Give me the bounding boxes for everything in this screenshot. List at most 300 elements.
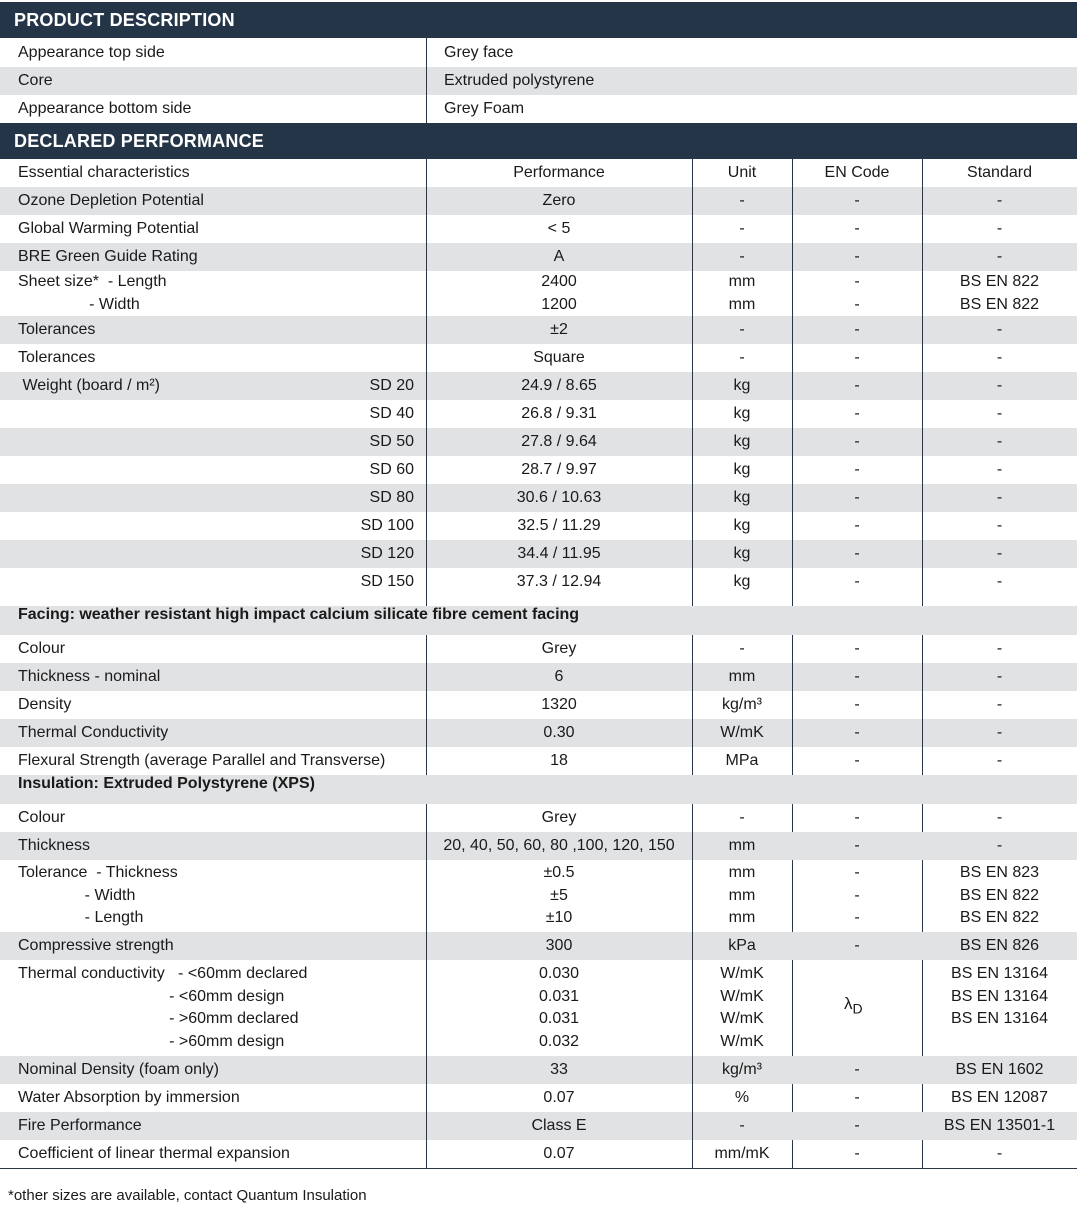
cell-value-line: Grey face: [444, 43, 514, 61]
cell-label: [0, 663, 426, 691]
cell-std: [922, 243, 1077, 271]
cell-unit-line: -: [739, 191, 745, 209]
cell-perf: [426, 400, 692, 428]
column-rule: [426, 635, 427, 775]
cell-perf-line: ±0.5: [543, 864, 575, 882]
cell-code-line: -: [854, 723, 860, 741]
cell-label: [0, 860, 426, 932]
section-title-facing: Facing: weather resistant high impact calcium silicate fibre cement facing: [18, 606, 580, 623]
cell-label-line: - >60mm declared: [18, 1010, 299, 1027]
section-header-product-description: PRODUCT DESCRIPTION: [0, 2, 1077, 38]
cell-std-line: BS EN 12087: [951, 1088, 1048, 1106]
performance-row: [0, 484, 1077, 512]
cell-perf: [426, 635, 692, 663]
cell-std-line: BS EN 13164: [951, 965, 1048, 982]
cell-label-line: - <60mm design: [18, 987, 285, 1005]
cell-unit-line: kPa: [728, 936, 756, 954]
cell-unit: [692, 1056, 792, 1084]
cell-perf: [426, 1056, 692, 1084]
cell-unit-line: Unit: [727, 164, 757, 182]
cell-label-line: Weight (board / m²): [18, 376, 160, 394]
cell-perf-line: Square: [533, 348, 585, 366]
cell-code-line: -: [854, 695, 860, 713]
cell-code-line: -: [854, 460, 860, 478]
insulation-row: [0, 960, 1077, 1056]
cell-perf-line: 300: [545, 936, 573, 954]
cell-perf: [426, 372, 692, 400]
cell-std: [922, 271, 1077, 316]
cell-code: [792, 860, 922, 932]
cell-std-line: BS EN 822: [959, 886, 1040, 904]
cell-value-line: Extruded polystyrene: [444, 71, 595, 89]
cell-perf: [426, 160, 692, 187]
cell-code-line: -: [854, 191, 860, 209]
weight-grade-label: SD 80: [369, 488, 414, 506]
cell-std-line: -: [996, 836, 1003, 854]
cell-code: [792, 243, 922, 271]
cell-unit-line: W/mK: [720, 723, 764, 741]
cell-code-line: -: [854, 667, 860, 685]
cell-unit: [692, 635, 792, 663]
cell-perf: [426, 960, 692, 1056]
cell-code-line: -: [854, 273, 860, 290]
cell-label-line: - >60mm design: [18, 1032, 285, 1050]
cell-std-line: -: [996, 460, 1003, 478]
cell-perf: [426, 456, 692, 484]
cell-std-line: BS EN 13164: [951, 1010, 1048, 1027]
performance-row: [0, 568, 1077, 596]
cell-perf: [426, 316, 692, 344]
cell-code: [792, 372, 922, 400]
cell-std: [922, 512, 1077, 540]
cell-label-line: Thickness - nominal: [18, 667, 161, 685]
cell-perf-line: 28.7 / 9.97: [521, 460, 597, 478]
cell-code: [792, 932, 922, 960]
cell-label-line: Colour: [18, 639, 66, 657]
cell-label-line: Tolerance - Thickness: [18, 864, 178, 882]
cell-perf-line: 0.07: [543, 1144, 575, 1162]
cell-perf: [426, 1140, 692, 1168]
cell-unit: [692, 187, 792, 215]
cell-code-line: -: [854, 247, 860, 265]
cell-perf-line: ±2: [550, 320, 568, 338]
cell-unit-line: mm: [728, 909, 756, 927]
column-rule: [426, 159, 427, 606]
cell-std: [922, 215, 1077, 243]
cell-unit: [692, 804, 792, 832]
cell-label-line: Thermal Conductivity: [18, 723, 169, 741]
cell-code: [792, 215, 922, 243]
cell-unit-line: mm: [728, 836, 756, 854]
performance-row: [0, 372, 1077, 400]
cell-code: [792, 316, 922, 344]
cell-std-line: -: [996, 808, 1003, 826]
cell-std-line: -: [996, 572, 1003, 590]
cell-label-line: Flexural Strength (average Parallel and Transverse): [18, 751, 386, 769]
weight-grade-label: SD 100: [360, 516, 414, 534]
cell-unit-line: W/mK: [720, 987, 764, 1005]
table-header-row: [0, 160, 1077, 187]
cell-code: [792, 1084, 922, 1112]
cell-std: [922, 719, 1077, 747]
cell-perf-line: 6: [554, 667, 564, 685]
cell-label: [0, 95, 426, 123]
facing-row: [0, 747, 1077, 775]
cell-label: [0, 932, 426, 960]
cell-unit-line: -: [739, 219, 745, 237]
cell-std: [922, 932, 1077, 960]
cell-code-line: -: [854, 886, 860, 904]
column-rule: [426, 38, 427, 123]
column-rule: [922, 159, 923, 606]
cell-perf-line: 37.3 / 12.94: [516, 572, 602, 590]
cell-unit-line: W/mK: [720, 1032, 764, 1050]
cell-perf: [426, 428, 692, 456]
cell-perf-line: 1200: [541, 295, 577, 313]
column-rule: [426, 804, 427, 1169]
insulation-row: [0, 932, 1077, 960]
cell-label: [0, 428, 426, 456]
insulation-row: [0, 804, 1077, 832]
cell-std: [922, 400, 1077, 428]
cell-unit-line: mm: [728, 667, 756, 685]
cell-unit: [692, 932, 792, 960]
cell-label-line: Fire Performance: [18, 1116, 142, 1134]
cell-unit-line: -: [739, 639, 745, 657]
cell-unit: [692, 1084, 792, 1112]
cell-code: [792, 400, 922, 428]
cell-perf-line: 33: [550, 1060, 568, 1078]
cell-unit: [692, 1140, 792, 1168]
cell-std-line: Standard: [967, 164, 1032, 182]
cell-label-line: - Length: [18, 909, 144, 927]
cell-std-line: -: [996, 320, 1003, 338]
cell-std-line: -: [996, 723, 1003, 741]
cell-code-line: -: [854, 295, 860, 313]
cell-unit-line: kg/m³: [722, 1060, 762, 1078]
cell-perf-line: 26.8 / 9.31: [521, 404, 597, 422]
performance-row: [0, 540, 1077, 568]
cell-perf-line: 1320: [541, 695, 577, 713]
cell-unit: [692, 271, 792, 316]
cell-label-line: Compressive strength: [18, 936, 174, 954]
performance-row: [0, 316, 1077, 344]
cell-label-line: - Width: [18, 886, 136, 904]
cell-std-line: -: [996, 348, 1003, 366]
cell-code-line: -: [854, 1088, 860, 1106]
weight-grade-label: SD 50: [369, 432, 414, 450]
cell-code: [792, 832, 922, 860]
cell-perf-line: Performance: [513, 164, 605, 182]
cell-label: [0, 271, 426, 316]
cell-perf: [426, 243, 692, 271]
cell-label: [0, 691, 426, 719]
cell-std: [922, 832, 1077, 860]
cell-unit: [692, 243, 792, 271]
cell-value: [426, 67, 1077, 95]
cell-label: [0, 215, 426, 243]
cell-perf-line: 0.031: [538, 987, 580, 1005]
cell-label-line: Thermal conductivity - <60mm declared: [18, 965, 308, 982]
cell-std: [922, 747, 1077, 775]
cell-std-line: -: [996, 247, 1003, 265]
cell-perf: [426, 568, 692, 596]
cell-code: [792, 456, 922, 484]
cell-label: [0, 1084, 426, 1112]
cell-std: [922, 860, 1077, 932]
cell-unit-line: -: [739, 320, 745, 338]
weight-grade-label: SD 20: [369, 376, 414, 394]
cell-unit-line: -: [739, 808, 745, 826]
cell-unit-line: kg: [733, 404, 751, 422]
cell-perf-line: 2400: [541, 273, 577, 290]
cell-perf-line: 0.031: [538, 1010, 580, 1027]
cell-perf-line: ±5: [550, 886, 568, 904]
product-row: [0, 67, 1077, 95]
cell-unit: [692, 160, 792, 187]
cell-code-line: -: [854, 488, 860, 506]
performance-row: [0, 400, 1077, 428]
section-header-declared-performance: DECLARED PERFORMANCE: [0, 123, 1077, 159]
cell-label: [0, 456, 426, 484]
cell-label-line: Sheet size* - Length: [18, 273, 167, 290]
cell-std-line: BS EN 1602: [955, 1060, 1044, 1078]
cell-unit: [692, 316, 792, 344]
cell-label-line: Essential characteristics: [18, 164, 190, 182]
cell-std: [922, 428, 1077, 456]
cell-unit: [692, 428, 792, 456]
lambda-subscript: D: [852, 1000, 863, 1017]
column-rule: [692, 804, 693, 1169]
cell-perf-line: A: [553, 247, 565, 265]
cell-unit-line: kg: [733, 460, 751, 478]
cell-perf-line: 0.032: [538, 1032, 580, 1050]
cell-code: [792, 1056, 922, 1084]
facing-row: [0, 663, 1077, 691]
cell-std: [922, 540, 1077, 568]
cell-label: [0, 344, 426, 372]
cell-label-line: - Width: [18, 295, 140, 313]
cell-std-line: BS EN 13164: [951, 987, 1048, 1005]
cell-code-line: -: [854, 320, 860, 338]
cell-std-line: BS EN 826: [959, 936, 1040, 954]
cell-value: [426, 95, 1077, 123]
cell-std: [922, 1084, 1077, 1112]
insulation-row: [0, 832, 1077, 860]
cell-code-line: -: [854, 909, 860, 927]
cell-perf: [426, 663, 692, 691]
cell-perf-line: < 5: [547, 219, 571, 237]
cell-perf-line: 0.07: [543, 1088, 575, 1106]
cell-std: [922, 1112, 1077, 1140]
performance-row: [0, 456, 1077, 484]
cell-std-line: BS EN 823: [959, 864, 1040, 882]
cell-unit: [692, 663, 792, 691]
cell-perf-line: Class E: [531, 1116, 587, 1134]
cell-code-line: -: [854, 516, 860, 534]
cell-code-line: -: [854, 432, 860, 450]
en-code-lambda-d: [844, 994, 863, 1016]
cell-std-line: BS EN 822: [959, 295, 1040, 313]
insulation-row: [0, 1056, 1077, 1084]
cell-code-line: -: [854, 1116, 860, 1134]
section-facing-row: [0, 606, 1077, 635]
cell-perf: [426, 1112, 692, 1140]
footnote: *other sizes are available, contact Quantum Insulation: [8, 1187, 367, 1204]
cell-unit-line: -: [739, 1116, 745, 1134]
cell-std: [922, 804, 1077, 832]
cell-unit-line: W/mK: [720, 1010, 764, 1027]
cell-unit-line: kg: [733, 376, 751, 394]
cell-std: [922, 187, 1077, 215]
cell-unit-line: kg: [733, 572, 751, 590]
cell-label-line: Density: [18, 695, 72, 713]
cell-perf-line: 27.8 / 9.64: [521, 432, 597, 450]
cell-perf-line: 30.6 / 10.63: [516, 488, 602, 506]
cell-perf: [426, 832, 692, 860]
cell-label: [0, 243, 426, 271]
insulation-row: [0, 1140, 1077, 1168]
cell-unit-line: MPa: [725, 751, 759, 769]
cell-unit: [692, 540, 792, 568]
performance-row: [0, 428, 1077, 456]
cell-code: [792, 747, 922, 775]
cell-label: [0, 960, 426, 1056]
cell-std: [922, 635, 1077, 663]
cell-code-line: -: [854, 751, 860, 769]
column-rule: [692, 635, 693, 775]
cell-unit-line: mm: [728, 886, 756, 904]
cell-std-line: -: [996, 219, 1003, 237]
weight-grade-label: SD 120: [360, 544, 414, 562]
cell-unit: [692, 456, 792, 484]
cell-unit: [692, 484, 792, 512]
cell-unit-line: mm: [728, 273, 756, 290]
cell-std-line: -: [996, 1144, 1003, 1162]
section-insulation-row: [0, 775, 1077, 804]
cell-code-line: -: [854, 404, 860, 422]
cell-unit-line: kg/m³: [722, 695, 762, 713]
cell-perf: [426, 540, 692, 568]
cell-code-line: -: [854, 1060, 860, 1078]
cell-perf: [426, 484, 692, 512]
cell-code: [792, 719, 922, 747]
cell-code: [792, 484, 922, 512]
insulation-row: [0, 1084, 1077, 1112]
lambda-symbol: λ: [844, 994, 853, 1013]
performance-row: [0, 271, 1077, 316]
cell-code-line: EN Code: [824, 164, 890, 182]
cell-label: [0, 39, 426, 67]
cell-code: [792, 428, 922, 456]
cell-unit: [692, 344, 792, 372]
performance-row: [0, 215, 1077, 243]
cell-value-line: Grey Foam: [444, 99, 525, 117]
cell-code: [792, 1112, 922, 1140]
section-title-insulation: Insulation: Extruded Polystyrene (XPS): [18, 775, 315, 792]
cell-code-line: -: [854, 572, 860, 590]
cell-code: [792, 160, 922, 187]
cell-label-line: Nominal Density (foam only): [18, 1060, 219, 1078]
cell-unit-line: -: [739, 348, 745, 366]
cell-std-line: -: [996, 404, 1003, 422]
weight-grade-label: SD 40: [369, 404, 414, 422]
column-rule: [692, 159, 693, 606]
cell-perf: [426, 344, 692, 372]
cell-perf-line: Grey: [541, 808, 577, 826]
cell-label: [0, 804, 426, 832]
facing-row: [0, 635, 1077, 663]
cell-label-line: Coefficient of linear thermal expansion: [18, 1144, 290, 1162]
cell-value: [426, 39, 1077, 67]
cell-std-line: -: [996, 516, 1003, 534]
cell-label: [0, 832, 426, 860]
cell-std: [922, 691, 1077, 719]
cell-std-line: -: [996, 751, 1003, 769]
cell-label: [0, 400, 426, 428]
cell-label: [0, 1112, 426, 1140]
cell-code-line: -: [854, 219, 860, 237]
cell-label-line: BRE Green Guide Rating: [18, 247, 198, 265]
cell-unit-line: %: [734, 1088, 750, 1106]
cell-unit-line: -: [739, 247, 745, 265]
cell-std-line: -: [996, 191, 1003, 209]
cell-code-line: -: [854, 808, 860, 826]
cell-perf-line: ±10: [545, 909, 573, 927]
cell-unit-line: mm: [728, 295, 756, 313]
cell-unit-line: kg: [733, 432, 751, 450]
cell-std-line: -: [996, 544, 1003, 562]
cell-label-line: Tolerances: [18, 320, 96, 338]
facing-row: [0, 719, 1077, 747]
cell-label-line: Global Warming Potential: [18, 219, 199, 237]
cell-std-line: BS EN 822: [959, 273, 1040, 290]
cell-code: [792, 1140, 922, 1168]
cell-label-line: Appearance bottom side: [18, 99, 192, 117]
cell-unit-line: kg: [733, 516, 751, 534]
cell-label-line: Appearance top side: [18, 43, 165, 61]
cell-label-line: Ozone Depletion Potential: [18, 191, 204, 209]
cell-unit: [692, 747, 792, 775]
cell-unit: [692, 512, 792, 540]
cell-unit-line: W/mK: [720, 965, 764, 982]
cell-label-line: Tolerances: [18, 348, 96, 366]
performance-row: [0, 344, 1077, 372]
cell-perf: [426, 804, 692, 832]
cell-perf-line: 24.9 / 8.65: [521, 376, 597, 394]
cell-unit-line: kg: [733, 544, 751, 562]
cell-unit: [692, 400, 792, 428]
cell-perf-line: 18: [550, 751, 568, 769]
cell-std: [922, 372, 1077, 400]
cell-code-line: -: [854, 1144, 860, 1162]
cell-perf: [426, 691, 692, 719]
cell-label: [0, 747, 426, 775]
performance-row: [0, 243, 1077, 271]
cell-perf-line: Grey: [541, 639, 577, 657]
cell-label-line: Core: [18, 71, 53, 89]
cell-std: [922, 568, 1077, 596]
cell-label: [0, 635, 426, 663]
performance-row: [0, 512, 1077, 540]
cell-perf: [426, 512, 692, 540]
cell-perf-line: 0.30: [543, 723, 575, 741]
cell-code-line: -: [854, 864, 860, 882]
cell-code: [792, 663, 922, 691]
cell-perf: [426, 215, 692, 243]
cell-label: [0, 1056, 426, 1084]
facing-row: [0, 691, 1077, 719]
